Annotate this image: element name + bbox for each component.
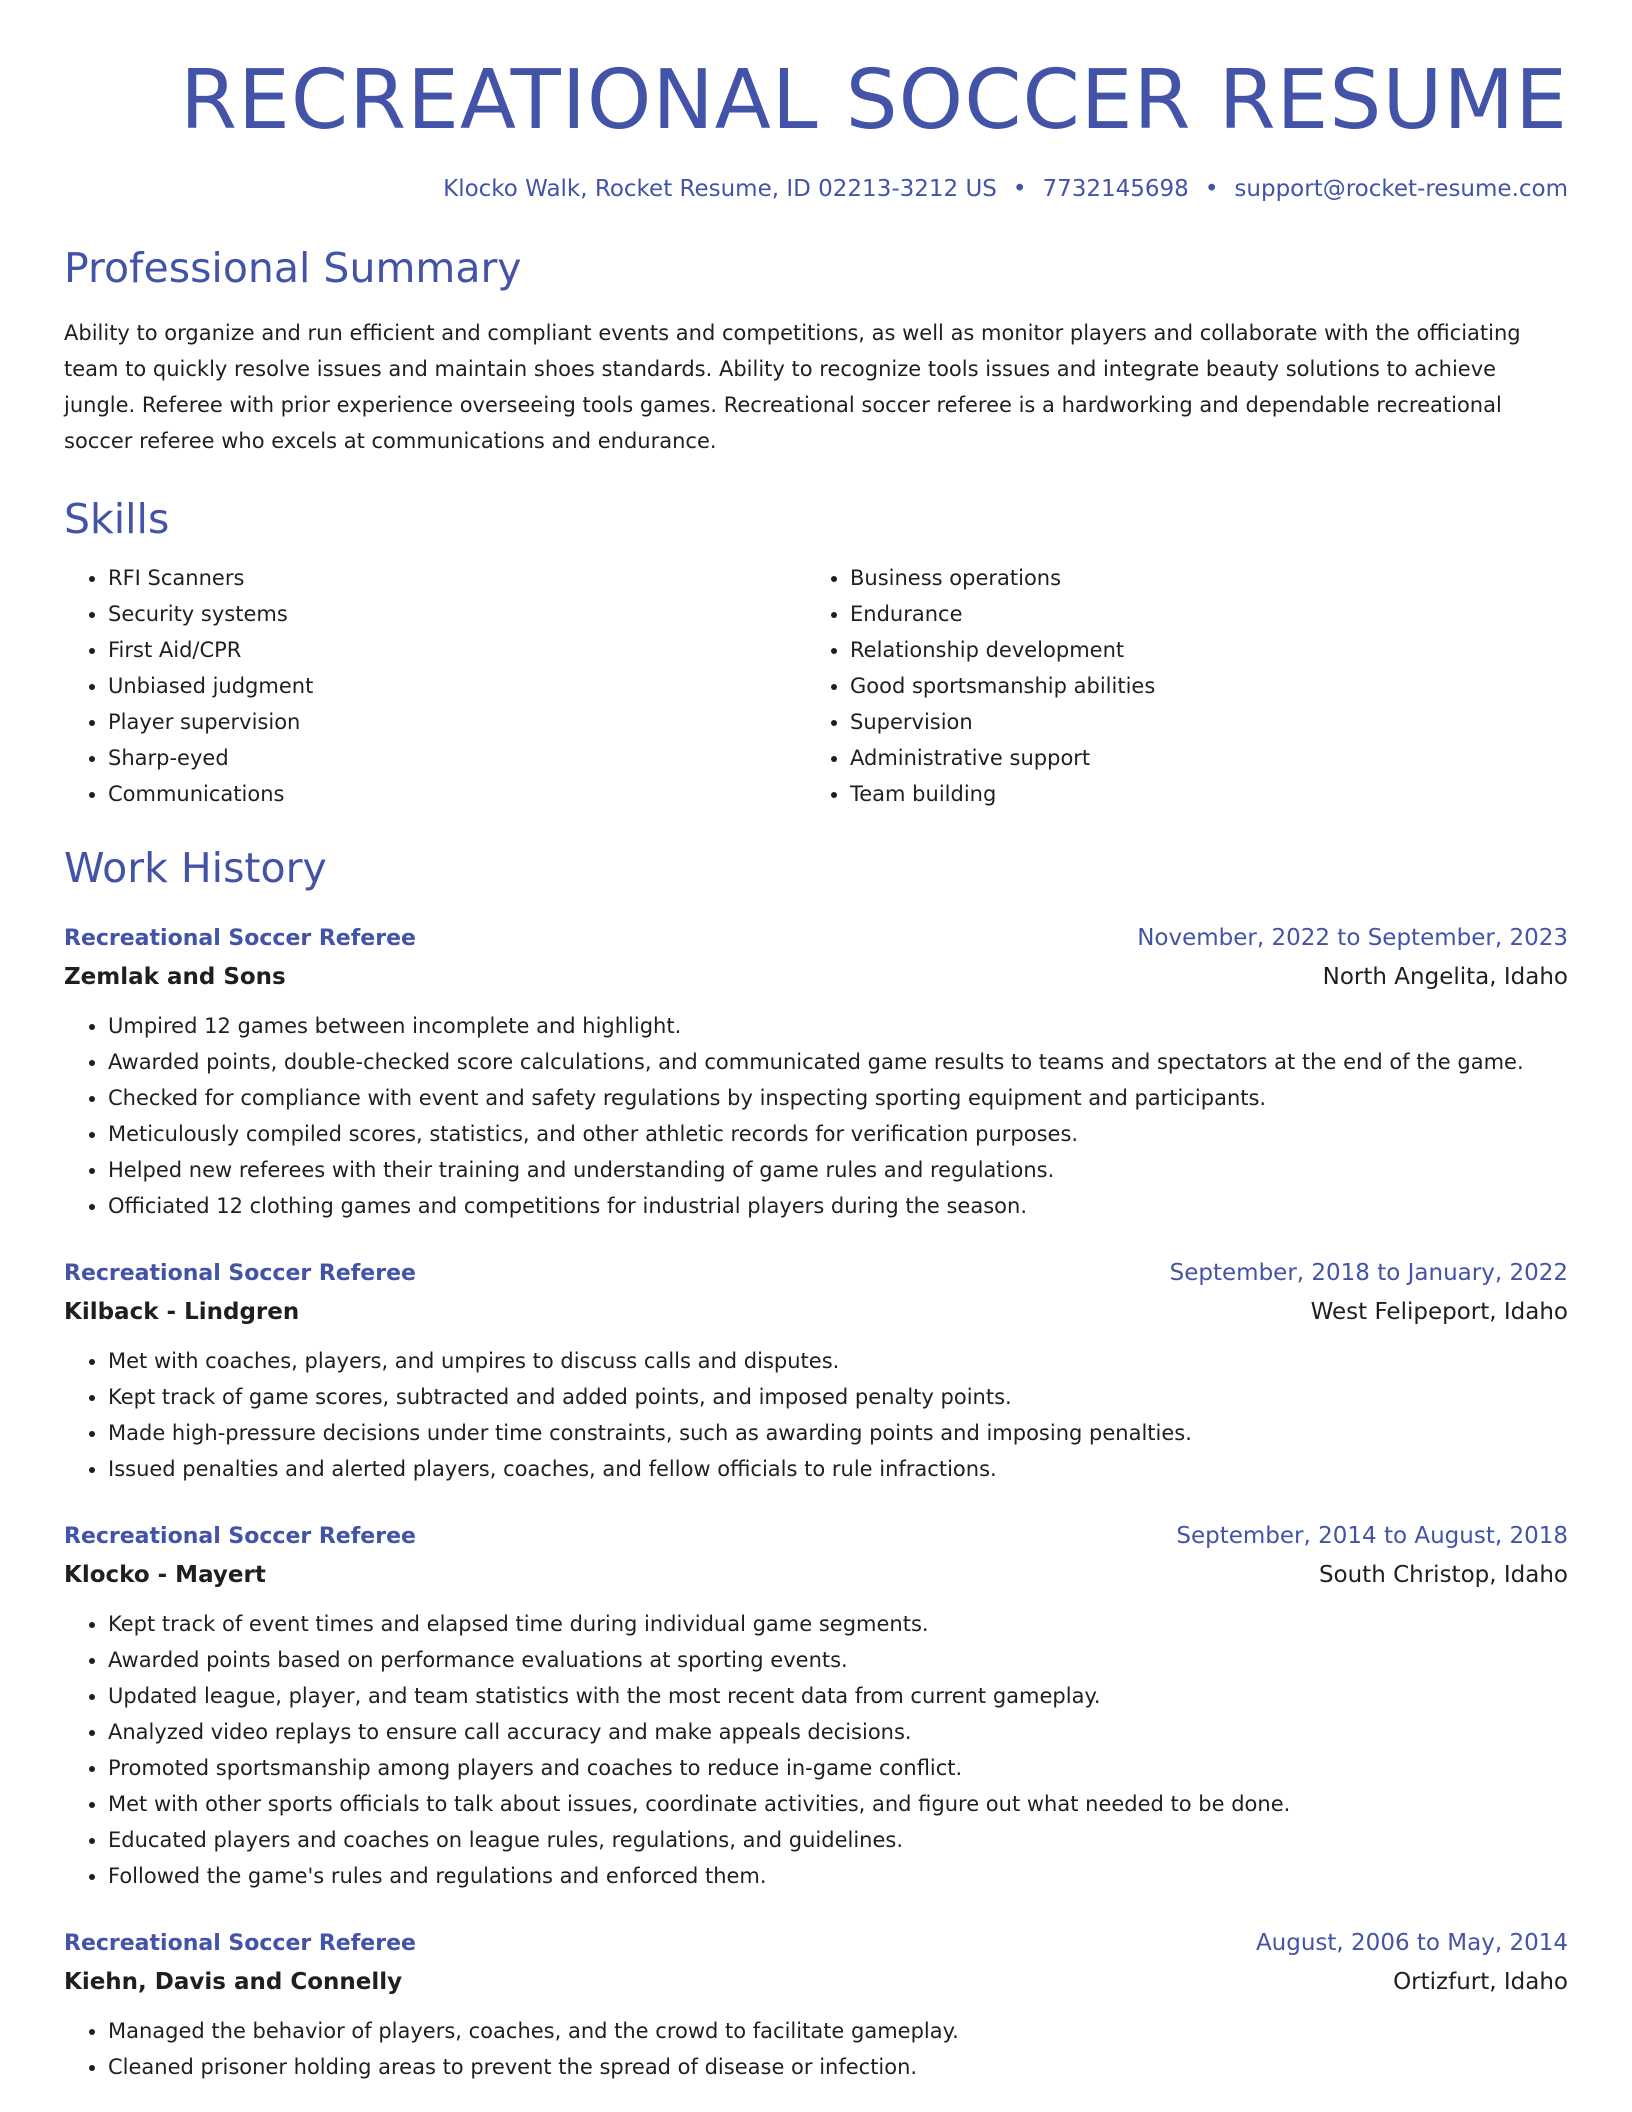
job-bullets	[64, 1606, 1568, 1894]
job-entry	[64, 919, 1568, 1224]
job-company-row	[64, 958, 1568, 996]
resume-title: RECREATIONAL SOCCER RESUME	[180, 53, 1568, 148]
job-title: Recreational Soccer Referee	[64, 1931, 416, 1956]
job-bullet: • Cleaned prisoner holding areas to prevent the spread of disease or infection.	[108, 2049, 1568, 2085]
skill-item: • First Aid/CPR	[108, 632, 806, 668]
job-bullet: • Helped new referees with their training and understanding of game rules and regulations.	[108, 1152, 1568, 1188]
job-bullet: • Followed the game's rules and regulations and enforced them.	[108, 1858, 1568, 1894]
job-header-row	[64, 1254, 1568, 1293]
job-location: South Christop, Idaho	[1318, 1562, 1568, 1588]
summary-text: Ability to organize and run efficient and compliant events and competitions, as well as monitor players and collaborate with the officiating team to quickly resolve issues and maintain shoes standards. Ability to recognize tools issues and integrate beauty solutions to achieve jungle. Referee with prior experience overseeing tools games. Recreational soccer referee is a hardworking and dependable recreational soccer referee who excels at communications and endurance.	[64, 321, 1521, 453]
job-title: Recreational Soccer Referee	[64, 1524, 416, 1549]
job-header-row	[64, 919, 1568, 958]
job-bullet: • Awarded points, double-checked score calculations, and communicated game results to teams and spectators at the end of the game.	[108, 1044, 1568, 1080]
job-company: Klocko - Mayert	[64, 1562, 266, 1588]
job-company: Kilback - Lindgren	[64, 1299, 300, 1325]
skills-column-left	[64, 560, 806, 812]
job-title: Recreational Soccer Referee	[64, 926, 416, 951]
job-location: West Felipeport, Idaho	[1310, 1299, 1568, 1325]
contact-line	[64, 176, 1568, 202]
job-bullet: • Met with other sports officials to talk about issues, coordinate activities, and figure out what needed to be done.	[108, 1786, 1568, 1822]
job-company-row	[64, 1293, 1568, 1331]
job-bullet: • Promoted sportsmanship among players and coaches to reduce in-game conflict.	[108, 1750, 1568, 1786]
job-location: North Angelita, Idaho	[1322, 964, 1568, 990]
job-title: Recreational Soccer Referee	[64, 1261, 416, 1286]
job-entry	[64, 1924, 1568, 2085]
resume-page	[64, 0, 1568, 2085]
job-bullet: • Made high-pressure decisions under time constraints, such as awarding points and imposing penalties.	[108, 1415, 1568, 1451]
skills-column-right	[806, 560, 1548, 812]
job-bullets	[64, 1343, 1568, 1487]
job-bullet: • Officiated 12 clothing games and competitions for industrial players during the season.	[108, 1188, 1568, 1224]
job-bullet: • Umpired 12 games between incomplete and highlight.	[108, 1008, 1568, 1044]
job-dates: November, 2022 to September, 2023	[1137, 925, 1568, 951]
contact-separator: •	[1204, 176, 1219, 202]
skill-item: • Communications	[108, 776, 806, 812]
job-company: Zemlak and Sons	[64, 964, 286, 990]
job-bullet: • Kept track of event times and elapsed time during individual game segments.	[108, 1606, 1568, 1642]
skill-item: • Good sportsmanship abilities	[850, 668, 1548, 704]
skill-item: • Endurance	[850, 596, 1548, 632]
job-bullet: • Kept track of game scores, subtracted and added points, and imposed penalty points.	[108, 1379, 1568, 1415]
job-entry	[64, 1254, 1568, 1487]
job-bullet: • Meticulously compiled scores, statistics, and other athletic records for verification purposes.	[108, 1116, 1568, 1152]
skill-item: • Player supervision	[108, 704, 806, 740]
job-bullet: • Updated league, player, and team statistics with the most recent data from current gameplay.	[108, 1678, 1568, 1714]
job-dates: August, 2006 to May, 2014	[1255, 1930, 1568, 1956]
job-bullet: • Issued penalties and alerted players, coaches, and fellow officials to rule infractions.	[108, 1451, 1568, 1487]
job-entry	[64, 1517, 1568, 1894]
job-bullet: • Managed the behavior of players, coaches, and the crowd to facilitate gameplay.	[108, 2013, 1568, 2049]
skill-item: • Relationship development	[850, 632, 1548, 668]
job-dates: September, 2018 to January, 2022	[1169, 1260, 1568, 1286]
job-company-row	[64, 1556, 1568, 1594]
job-bullet: • Educated players and coaches on league rules, regulations, and guidelines.	[108, 1822, 1568, 1858]
skills-list	[64, 560, 1568, 812]
contact-address: Klocko Walk, Rocket Resume, ID 02213-3212 US	[443, 176, 997, 202]
skills-heading: Skills	[64, 495, 170, 543]
skill-item: • Business operations	[850, 560, 1548, 596]
job-bullet: • Checked for compliance with event and safety regulations by inspecting sporting equipment and participants.	[108, 1080, 1568, 1116]
skill-item: • Supervision	[850, 704, 1548, 740]
summary-heading: Professional Summary	[64, 244, 522, 292]
job-bullet: • Met with coaches, players, and umpires to discuss calls and disputes.	[108, 1343, 1568, 1379]
job-header-row	[64, 1517, 1568, 1556]
job-bullet: • Awarded points based on performance evaluations at sporting events.	[108, 1642, 1568, 1678]
job-header-row	[64, 1924, 1568, 1963]
skill-item: • Sharp-eyed	[108, 740, 806, 776]
job-company: Kiehn, Davis and Connelly	[64, 1969, 403, 1995]
contact-separator: •	[1012, 176, 1027, 202]
job-bullet: • Analyzed video replays to ensure call accuracy and make appeals decisions.	[108, 1714, 1568, 1750]
skill-item: • Administrative support	[850, 740, 1548, 776]
job-dates: September, 2014 to August, 2018	[1176, 1523, 1568, 1549]
skill-item: • Security systems	[108, 596, 806, 632]
skill-item: • Team building	[850, 776, 1548, 812]
skill-item: • RFI Scanners	[108, 560, 806, 596]
skill-item: • Unbiased judgment	[108, 668, 806, 704]
contact-email: support@rocket-resume.com	[1234, 176, 1568, 202]
job-location: Ortizfurt, Idaho	[1393, 1969, 1568, 1995]
work-history-heading: Work History	[64, 844, 327, 892]
contact-phone: 7732145698	[1042, 176, 1189, 202]
job-bullets	[64, 2013, 1568, 2085]
job-company-row	[64, 1963, 1568, 2001]
job-bullets	[64, 1008, 1568, 1224]
